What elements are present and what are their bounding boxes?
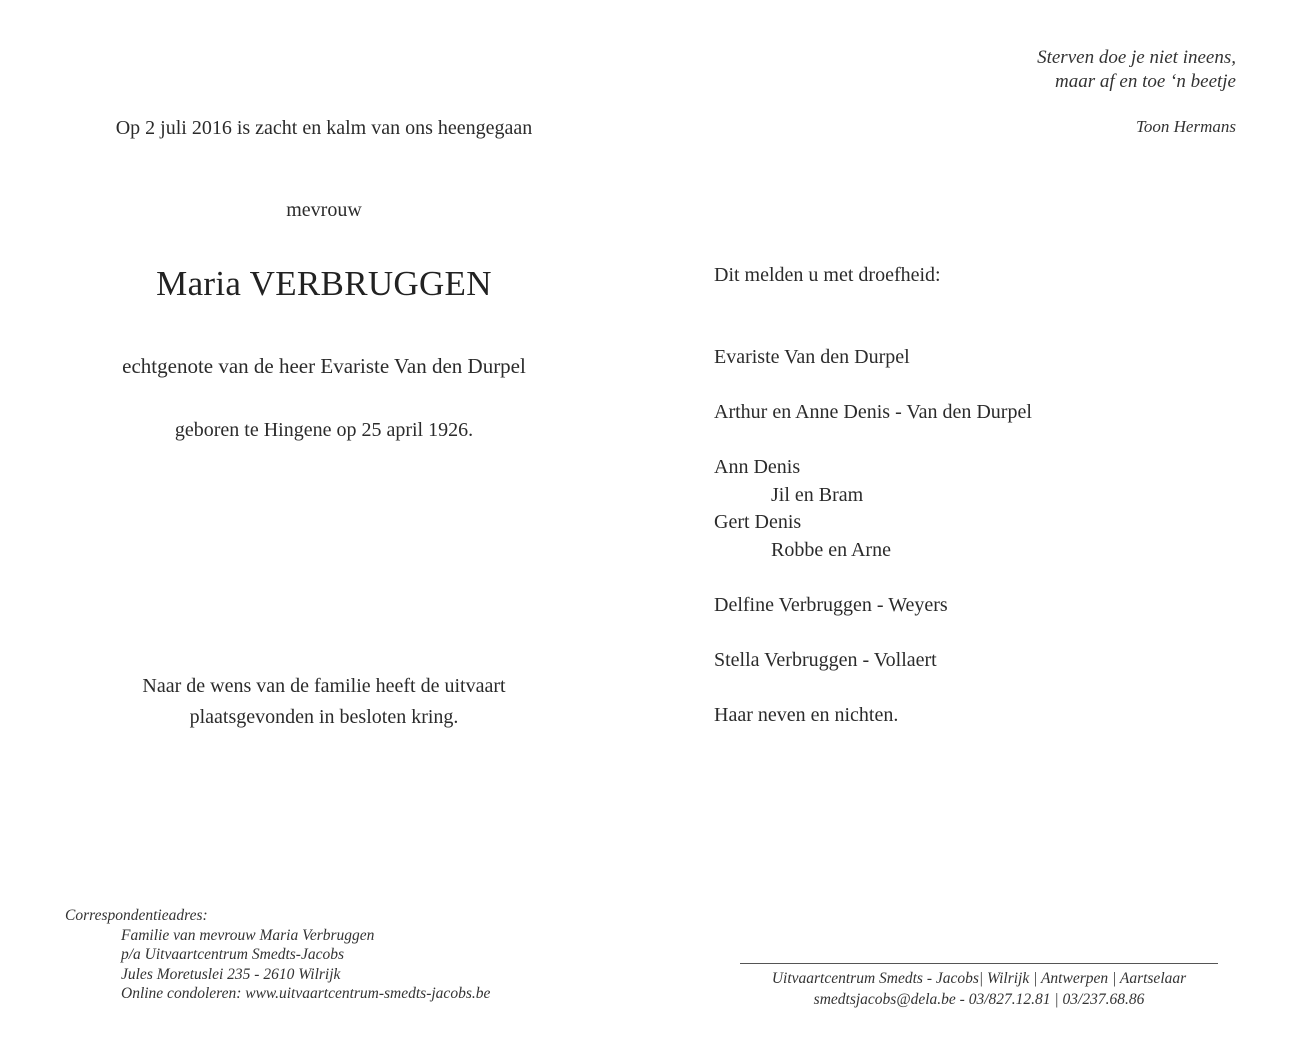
funeral-note-line-1: Naar de wens van de familie heeft de uitvaart — [142, 675, 506, 697]
correspondence-line: Familie van mevrouw Maria Verbruggen — [121, 926, 375, 944]
intro-text: Op 2 juli 2016 is zacht en kalm van ons heengegaan — [115, 117, 533, 139]
quote-line-1: Sterven doe je niet ineens, — [1037, 47, 1236, 68]
birth-line: geboren te Hingene op 25 april 1926. — [174, 419, 474, 441]
family-member: Evariste Van den Durpel — [714, 346, 910, 368]
spouse-line: echtgenote van de heer Evariste Van den Durpel — [122, 354, 526, 378]
footer-divider — [740, 963, 1218, 964]
family-member: Delfine Verbruggen - Weyers — [714, 593, 948, 616]
family-list — [714, 344, 1032, 729]
funeral-note-line-2: plaatsgevonden in besloten kring. — [189, 706, 459, 728]
correspondence-line: Online condoleren: www.uitvaartcentrum-smedts-jacobs.be — [121, 985, 491, 1002]
deceased-name: Maria VERBRUGGEN — [156, 264, 492, 303]
correspondence-line: Jules Moretuslei 235 - 2610 Wilrijk — [121, 965, 341, 983]
correspondence-line: p/a Uitvaartcentrum Smedts-Jacobs — [121, 946, 344, 963]
correspondence-label: Correspondentieadres: — [65, 907, 208, 924]
funeral-note — [0, 671, 648, 733]
family-member-indented: Jil en Bram — [771, 483, 864, 506]
honorific: mevrouw — [286, 199, 362, 221]
footer-line-1: Uitvaartcentrum Smedts - Jacobs| Wilrijk | Antwerpen | Aartselaar — [771, 970, 1187, 987]
funeral-home-footer — [740, 968, 1218, 1010]
family-member: Arthur en Anne Denis - Van den Durpel — [714, 401, 1032, 423]
family-member: Haar neven en nichten. — [714, 703, 899, 726]
family-member-indented: Robbe en Arne — [771, 538, 891, 561]
quote — [1037, 46, 1236, 94]
family-member: Ann Denis — [714, 456, 801, 478]
quote-author: Toon Hermans — [1136, 117, 1236, 136]
family-member: Gert Denis — [714, 511, 802, 533]
quote-line-2: maar af en toe ‘n beetje — [1055, 71, 1236, 92]
footer-line-2: smedtsjacobs@dela.be - 03/827.12.81 | 03/237.68.86 — [813, 991, 1145, 1008]
family-member: Stella Verbruggen - Vollaert — [714, 648, 937, 671]
family-header: Dit melden u met droefheid: — [714, 264, 941, 286]
correspondence-address — [65, 906, 490, 1004]
